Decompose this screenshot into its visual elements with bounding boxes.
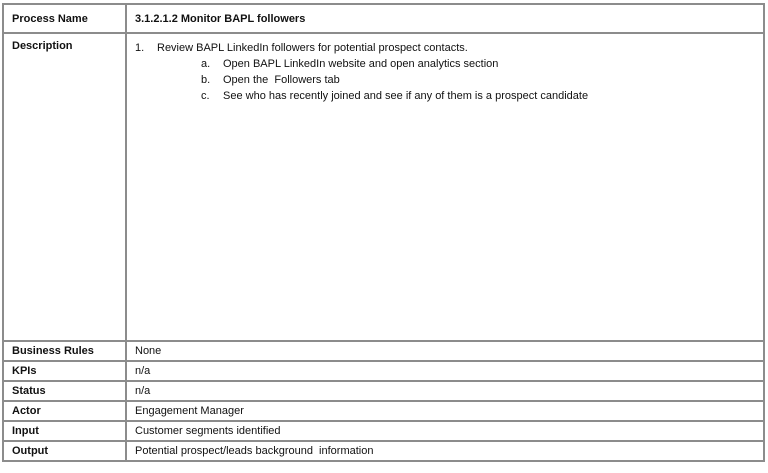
business-rules-value: None — [126, 341, 764, 361]
row-description — [3, 33, 764, 341]
row-output — [3, 441, 764, 461]
business-rules-label: Business Rules — [3, 341, 126, 361]
kpis-value: n/a — [126, 361, 764, 381]
input-label: Input — [3, 421, 126, 441]
process-table — [2, 3, 765, 462]
subitem-letter: b. — [201, 74, 211, 86]
description-value — [126, 33, 764, 341]
status-label: Status — [3, 381, 126, 401]
row-business-rules — [3, 341, 764, 361]
actor-label: Actor — [3, 401, 126, 421]
row-process-name — [3, 4, 764, 33]
description-subitem — [135, 56, 755, 72]
status-value: n/a — [126, 381, 764, 401]
row-actor — [3, 401, 764, 421]
subitem-letter: a. — [201, 58, 211, 70]
row-kpis — [3, 361, 764, 381]
description-subitem — [135, 88, 755, 104]
actor-value: Engagement Manager — [126, 401, 764, 421]
row-input — [3, 421, 764, 441]
subitem-letter: c. — [201, 90, 210, 102]
description-subitem — [135, 72, 755, 88]
item-number: 1. — [135, 42, 145, 54]
subitem-text: Open the Followers tab — [223, 74, 340, 86]
output-value: Potential prospect/leads background information — [126, 441, 764, 461]
item-text: Review BAPL LinkedIn followers for potential prospect contacts. — [157, 42, 468, 54]
subitem-text: See who has recently joined and see if any of them is a prospect candidate — [223, 90, 589, 102]
kpis-label: KPIs — [3, 361, 126, 381]
row-status — [3, 381, 764, 401]
description-label: Description — [3, 33, 126, 341]
description-item — [135, 40, 755, 56]
process-name-label: Process Name — [3, 4, 126, 33]
output-label: Output — [3, 441, 126, 461]
input-value: Customer segments identified — [126, 421, 764, 441]
process-name-value: 3.1.2.1.2 Monitor BAPL followers — [126, 4, 764, 33]
subitem-text: Open BAPL LinkedIn website and open analytics section — [223, 58, 499, 70]
